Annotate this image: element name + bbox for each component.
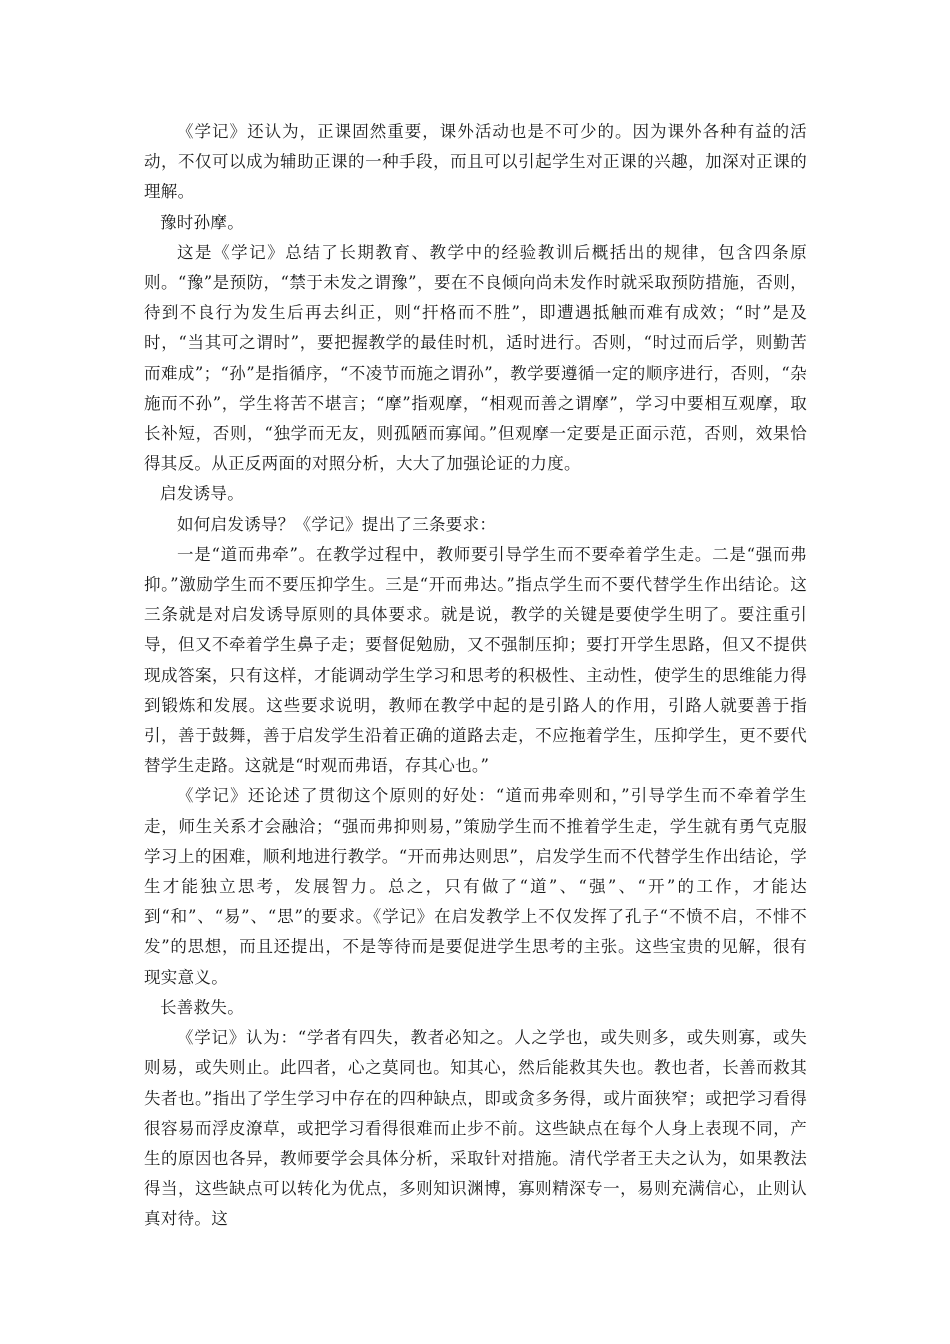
section-heading-yu-shi-sun-mo: 豫时孙摩。	[160, 212, 244, 232]
paragraph-three-requirements-intro: 如何启发诱导？《学记》提出了三条要求：	[177, 514, 497, 534]
section-heading-cultivate-strengths: 长善救失。	[160, 997, 244, 1017]
section-heading-heuristic-guidance: 启发诱导。	[160, 484, 244, 504]
paragraph-benefits: 《学记》还论述了贯彻这个原则的好处：“道而弗牵则和，”引导学生而不牵着学生走，师生关系才会融洽；“强而弗抑则易，”策励学生而不推着学生走，学生就有勇气克服学习上的困难，顺利地进行教学。“开而弗达则思”，启发学生而不代替学生作出结论，学生才能独立思考，发展智力。总之，只有做了“道”、“强”、“开”的工作，才能达到“和”、“易”、“思”的要求。《学记》在启发教学上不仅发挥了孔子“不愤不启，不悱不发”的思想，而且还提出，不是等待而是要促进学生思考的主张。这些宝贵的见解，很有现实意义。	[144, 786, 807, 987]
document-body	[144, 117, 807, 1235]
paragraph-extracurricular: 《学记》还认为，正课固然重要，课外活动也是不可少的。因为课外各种有益的活动，不仅可以成为辅助正课的一种手段，而且可以引起学生对正课的兴趣，加深对正课的理解。	[144, 122, 807, 202]
paragraph-four-faults: 《学记》认为：“学者有四失，教者必知之。人之学也，或失则多，或失则寡，或失则易，或失则止。此四者，心之莫同也。知其心，然后能救其失也。教也者，长善而救其失者也。”指出了学生学习中存在的四种缺点，即或贪多务得，或片面狭窄；或把学习看得很容易而浮皮潦草，或把学习看得很难而止步不前。这些缺点在每个人身上表现不同，产生的原因也各异，教师要学会具体分析，采取针对措施。清代学者王夫之认为，如果教法得当，这些缺点可以转化为优点，多则知识渊博，寡则精深专一，易则充满信心，止则认真对待。这	[144, 1028, 807, 1229]
paragraph-four-principles: 这是《学记》总结了长期教育、教学中的经验教训后概括出的规律，包含四条原则。“豫”是预防，“禁于未发之谓豫”，要在不良倾向尚未发作时就采取预防措施，否则，待到不良行为发生后再去纠正，则“扞格而不胜”，即遭遇抵触而难有成效；“时”是及时，“当其可之谓时”，要把握教学的最佳时机，适时进行。否则，“时过而后学，则勤苦而难成”；“孙”是指循序，“不凌节而施之谓孙”，教学要遵循一定的顺序进行，否则，“杂施而不孙”，学生将苦不堪言；“摩”指观摩，“相观而善之谓摩”，学习中要相互观摩，取长补短，否则，“独学而无友，则孤陋而寡闻。”但观摩一定要是正面示范，否则，效果恰得其反。从正反两面的对照分析，大大了加强论证的力度。	[144, 242, 807, 474]
paragraph-three-requirements: 一是“道而弗牵”。在教学过程中，教师要引导学生而不要牵着学生走。二是“强而弗抑。”激励学生而不要压抑学生。三是“开而弗达。”指点学生而不要代替学生作出结论。这三条就是对启发诱导原则的具体要求。就是说，教学的关键是要使学生明了。要注重引导，但又不牵着学生鼻子走；要督促勉励，又不强制压抑；要打开学生思路，但又不提供现成答案，只有这样，才能调动学生学习和思考的积极性、主动性，使学生的思维能力得到锻炼和发展。这些要求说明，教师在教学中起的是引路人的作用，引路人就要善于指引，善于鼓舞，善于启发学生沿着正确的道路去走，不应拖着学生，压抑学生，更不要代替学生走路。这就是“时观而弗语，存其心也。”	[144, 544, 807, 776]
